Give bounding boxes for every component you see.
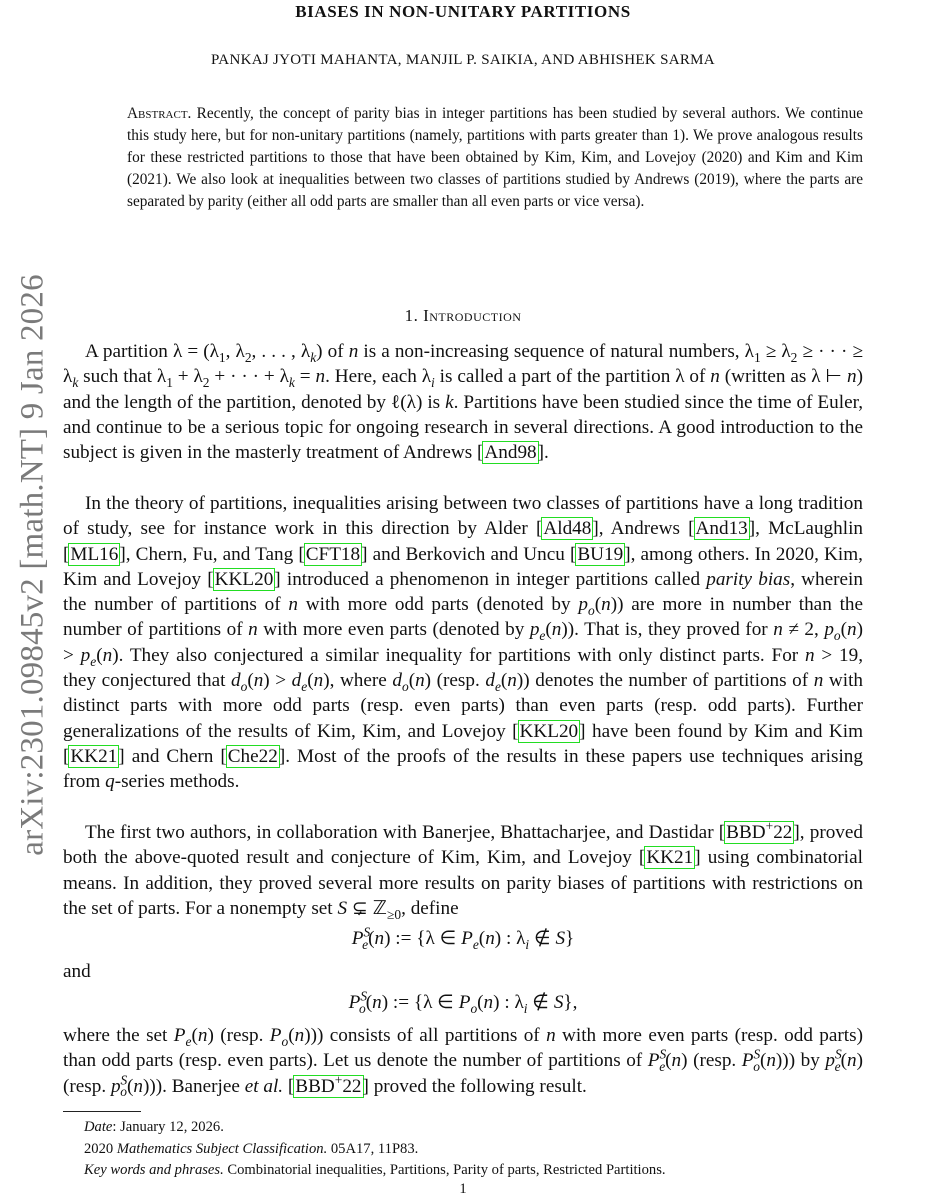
citation-kk21-2[interactable]: KK21 bbox=[646, 847, 694, 869]
abstract-text: Recently, the concept of parity bias in integer partitions has been studied by several authors. We continue this study here, but for non-unitary partitions (namely, partitions with parts greater than 1). We prove analogous results for these restricted partitions to those that have been obtained by Kim, Kim, and Lovejoy (2020) and Kim and Kim (2021). We also look at inequalities between two classes of partitions studied by Andrews (2019), where the parts are separated by parity (either all odd parts are smaller than all even parts or vice versa). bbox=[127, 105, 864, 210]
display-equation-pe: $P^S_e(n)$ := {λ ∈ $P_e(n)$ : $\lambda_i$ ∉ S} bbox=[351, 924, 575, 952]
citation-bu19[interactable]: BU19 bbox=[577, 543, 624, 565]
citation-cft18[interactable]: CFT18 bbox=[305, 543, 361, 565]
arxiv-stamp-text: arXiv:2301.09845v2 [math.NT] 9 Jan 2026 bbox=[14, 274, 51, 856]
citation-bbd22-2[interactable]: BBD+22 bbox=[295, 1072, 362, 1097]
page-number: 1 bbox=[459, 1181, 467, 1197]
section-title: Introduction bbox=[423, 306, 522, 325]
footnote-date: Date: January 12, 2026. bbox=[84, 1119, 224, 1135]
paper-authors: PANKAJ JYOTI MAHANTA, MANJIL P. SAIKIA, AND ABHISHEK SARMA bbox=[211, 52, 715, 68]
citation-kk21[interactable]: KK21 bbox=[70, 745, 118, 767]
paragraph-1: A partition $\lambda = (\lambda_1$, $\lambda_2$, . . . , $\lambda_k$) of n is a non-increasing sequence of natural numbers, $\lambda_1 \ge \lambda_2$ ≥ · · · ≥ $\lambda_k$ such that $\lambda_1 + \lambda_2$ + · · · + $\lambda_k = n$. Here, each $\lambda_i$ is called a part of the partition λ of n (written as λ ⊢ n) and the length of the partition, denoted by ℓ(λ) is k. Partitions have been studied since the time of Euler, and continue to be a serious topic for ongoing research in several directions. A good introduction to the subject is given in the masterly treatment of Andrews [And98]. bbox=[63, 341, 864, 464]
paper-title: BIASES IN NON-UNITARY PARTITIONS bbox=[295, 2, 631, 21]
paragraph-4: where the set $P_e(n)$ (resp. $P_o(n)$)) consists of all partitions of n with more even parts (resp. odd parts) than odd parts (resp. even parts). Let us denote the number of partitions of $P^S_e(n)$ (resp. $P^S_o(n)$)) by $p^S_e(n)$ (resp. $p^S_o(n)$)). Banerjee et al. [BBD+22] proved the following result. bbox=[63, 1025, 864, 1100]
and-connector: and bbox=[63, 961, 91, 982]
footnote-msc: 2020 Mathematics Subject Classification. 05A17, 11P83. bbox=[84, 1140, 419, 1157]
footnote-keywords: Key words and phrases. Combinatorial inequalities, Partitions, Parity of parts, Restricted Partitions. bbox=[84, 1162, 666, 1178]
arxiv-stamp bbox=[3, 250, 63, 880]
section-heading bbox=[0, 306, 926, 326]
paragraph-2: In the theory of partitions, inequalities arising between two classes of partitions have a long tradition of study, see for instance work in this direction by Alder [Ald48], Andrews [And13], McLaughlin [ML16], Chern, Fu, and Tang [CFT18] and Berkovich and Uncu [BU19], among others. In 2020, Kim, Kim and Lovejoy [KKL20] introduced a phenomenon in integer partitions called parity bias, wherein the number of partitions of n with more odd parts (denoted by $p_o(n)$) are more in number than the number of partitions of n with more even parts (denoted by $p_e(n)$). That is, they proved for n ≠ 2, $p_o(n) > p_e(n)$. They also conjectured a similar inequality for partitions with only distinct parts. For n > 19, they conjectured that $d_o(n) > d_e(n)$, where $d_o(n)$ (resp. $d_e(n)$) denotes the number of partitions of n with distinct parts with more odd parts (resp. even parts) than even parts (resp. odd parts). Further generalizations of the results of Kim, Kim, and Lovejoy [KKL20] have been found by Kim and Kim [KK21] and Chern [Che22]. Most of the proofs of the results in these papers use techniques arising from q-series methods. bbox=[63, 493, 864, 793]
citation-che22[interactable]: Che22 bbox=[227, 745, 278, 767]
section-number: 1. bbox=[404, 306, 419, 325]
abstract bbox=[127, 103, 863, 213]
citation-ml16[interactable]: ML16 bbox=[70, 543, 119, 565]
citation-ald48[interactable]: Ald48 bbox=[543, 518, 592, 540]
citation-and13[interactable]: And13 bbox=[695, 518, 748, 540]
citation-kkl20[interactable]: KKL20 bbox=[214, 568, 274, 590]
footnotes bbox=[84, 1117, 884, 1182]
abstract-label: Abstract. bbox=[127, 105, 192, 122]
citation-kkl20-2[interactable]: KKL20 bbox=[519, 720, 579, 742]
citation-bbd22[interactable]: BBD+22 bbox=[726, 818, 793, 843]
display-equation-po: $P^S_o(n)$ := {λ ∈ $P_o(n)$ : $\lambda_i$ ∉ S}, bbox=[348, 988, 578, 1016]
footnote-rule bbox=[63, 1111, 141, 1112]
citation-and98[interactable]: And98 bbox=[484, 442, 537, 464]
paragraph-3: The first two authors, in collaboration with Banerjee, Bhattacharjee, and Dastidar [BBD+22], proved both the above-quoted result and conjecture of Kim, Kim, and Lovejoy [KK21] using combinatorial means. In addition, they proved several more results on parity biases of partitions with restrictions on the set of parts. For a nonempty set S ⊊ ℤ$_{\ge 0}$, define bbox=[63, 818, 864, 922]
